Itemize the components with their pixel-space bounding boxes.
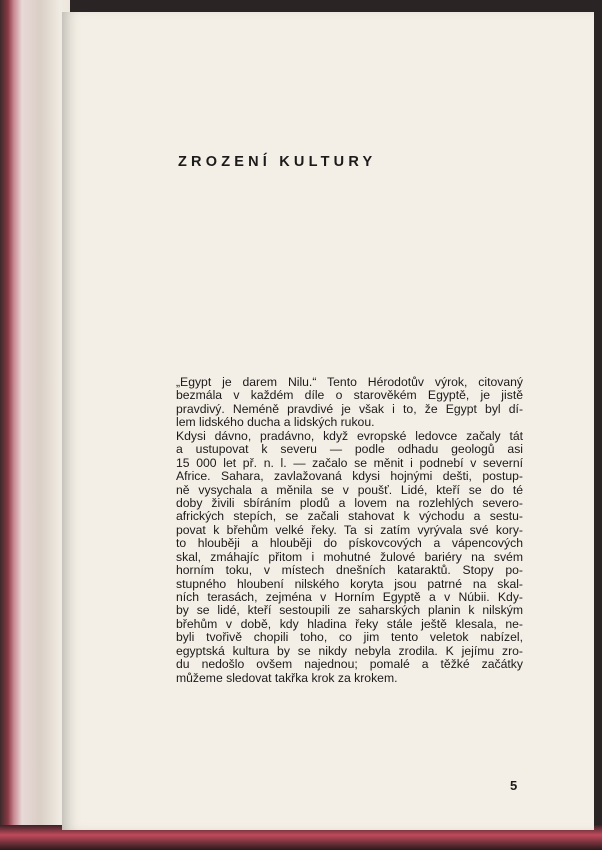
page-number: 5	[510, 778, 518, 793]
book-cover-edge	[0, 0, 70, 850]
text-line: a ustupovat k severu — podle odhadu geologů asi	[176, 442, 523, 457]
text-line: Kdysi dávno, pradávno, když evropské ledovce začaly tát	[176, 428, 523, 443]
chapter-title: ZROZENÍ KULTURY	[178, 154, 377, 170]
text-line: to hlouběji a hlouběji do pískovcových a vápencových	[176, 536, 523, 551]
text-line: můžeme sledovat takřka krok za krokem.	[176, 670, 398, 685]
text-line: bezmála v každém díle o starověkém Egyptě, je jistě	[176, 388, 523, 403]
text-line: pravdivý. Neméně pravdivé je však i to, že Egypt byl dí-	[176, 401, 523, 416]
text-line: povat k břehům velké řeky. Ta si zatím vyrývala své kory-	[176, 522, 523, 537]
text-line: „Egypt je darem Nilu.“ Tento Hérodotův výrok, citovaný	[176, 375, 523, 389]
text-line: ních terasách, zejména v Horním Egyptě a v Núbii. Kdy-	[176, 590, 523, 604]
text-line: Africe. Sahara, zavlažovaná kdysi hojnými dešti, postup-	[176, 469, 523, 484]
text-line: du nedošlo ovšem najednou; pomalé a těžké začátky	[176, 657, 523, 672]
text-line: afrických stepích, se začali stahovat k východu a sestu-	[176, 509, 523, 524]
text-line: lem lidského ducha a lidských rukou.	[176, 415, 375, 430]
text-line: byli tvořivě chopili toho, co jim tento veletok nabízel,	[176, 630, 523, 645]
text-line: skal, zmáhajíc přitom i mohutné žulové bariéry na svém	[176, 549, 523, 564]
text-line: egyptská kultura by se nikdy nebyla zrodila. K jejímu zro-	[176, 643, 523, 658]
text-line: horním toku, v místech dnešních kataraktů. Stopy po-	[176, 563, 523, 578]
text-line: 15 000 let př. n. l. — začalo se měnit i podnebí v severní	[176, 455, 523, 470]
text-line: doby živili sbíráním plodů a lovem na rozlehlých severo-	[176, 495, 523, 510]
text-line: by se lidé, kteří sestoupili ze saharských planin k nilským	[176, 603, 523, 618]
body-text	[176, 376, 523, 685]
text-line: břehům v době, kdy hladina řeky stále ještě klesala, ne-	[176, 616, 523, 631]
text-line: ně vysychala a měnila se v poušť. Lidé, kteří se do té	[176, 482, 523, 497]
text-line: stupného hloubení nilského koryta jsou patrné na skal-	[176, 576, 523, 591]
